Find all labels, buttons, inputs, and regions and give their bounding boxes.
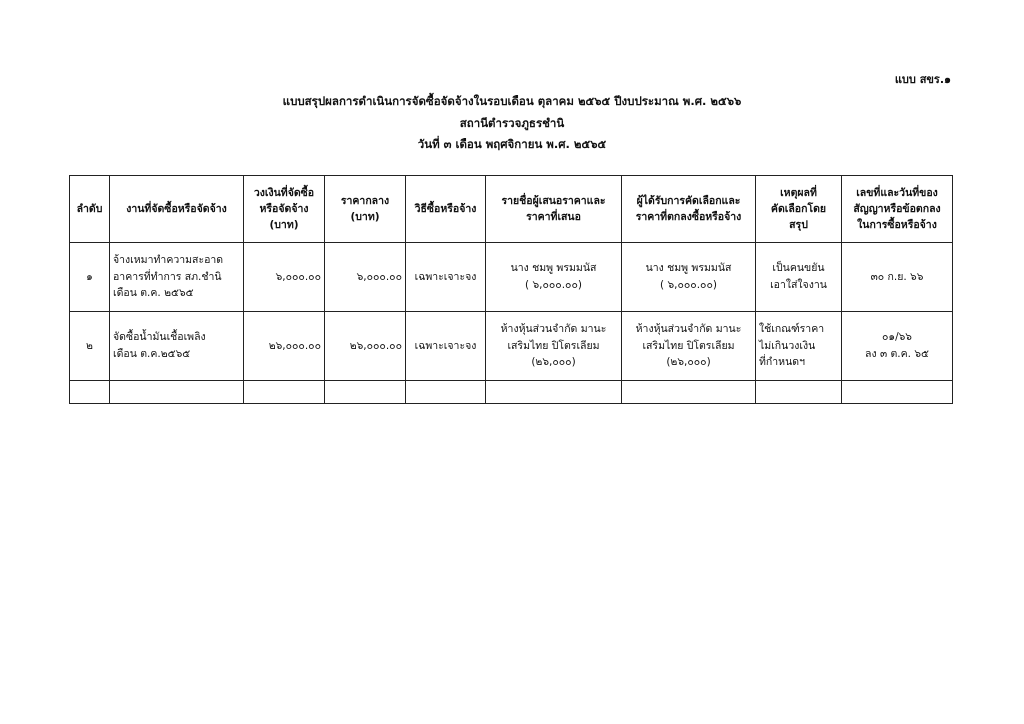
cell-job: จัดซื้อน้ำมันเชื้อเพลิง เดือน ต.ค.๒๕๖๕ <box>110 312 244 381</box>
cell-bidders: ห้างหุ้นส่วนจำกัด มานะ เสริมไทย ปิโตรเลียม (๒๖,๐๐๐) <box>486 312 622 381</box>
table-row <box>70 243 953 312</box>
cell-selected: นาง ชมพู พรมมนัส ( ๖,๐๐๐.๐๐) <box>622 243 756 312</box>
empty-cell <box>406 381 486 404</box>
header-job: งานที่จัดซื้อหรือจัดจ้าง <box>110 176 244 243</box>
cell-budget: ๒๖,๐๐๐.๐๐ <box>244 312 325 381</box>
procurement-table <box>69 175 953 404</box>
empty-cell <box>486 381 622 404</box>
report-date: วันที่ ๓ เดือน พฤศจิกายน พ.ศ. ๒๕๖๕ <box>417 137 607 151</box>
cell-method: เฉพาะเจาะจง <box>406 312 486 381</box>
form-code: แบบ สขร.๑ <box>894 73 951 86</box>
cell-bidders: นาง ชมพู พรมมนัส ( ๖,๐๐๐.๐๐) <box>486 243 622 312</box>
header-budget: วงเงินที่จัดซื้อ หรือจัดจ้าง (บาท) <box>244 176 325 243</box>
cell-median-price: ๒๖,๐๐๐.๐๐ <box>325 312 406 381</box>
table-row-empty <box>70 381 953 404</box>
cell-no: ๒ <box>70 312 110 381</box>
empty-cell <box>842 381 953 404</box>
table-row <box>70 312 953 381</box>
table-header-row <box>70 176 953 243</box>
header-bidders: รายชื่อผู้เสนอราคาและ ราคาที่เสนอ <box>486 176 622 243</box>
cell-contract: ๓๐ ก.ย. ๖๖ <box>842 243 953 312</box>
cell-reason: ใช้เกณฑ์ราคา ไม่เกินวงเงิน ที่กำหนดฯ <box>756 312 842 381</box>
header-contract: เลขที่และวันที่ของ สัญญาหรือข้อตกลง ในการซื้อหรือจ้าง <box>842 176 953 243</box>
empty-cell <box>70 381 110 404</box>
header-method: วิธีซื้อหรือจ้าง <box>406 176 486 243</box>
cell-median-price: ๖,๐๐๐.๐๐ <box>325 243 406 312</box>
header-median-price: ราคากลาง (บาท) <box>325 176 406 243</box>
cell-job: จ้างเหมาทำความสะอาด อาคารที่ทำการ สภ.ชำนิ เดือน ต.ค. ๒๕๖๕ <box>110 243 244 312</box>
cell-contract: ๐๑/๖๖ ลง ๓ ต.ค. ๖๕ <box>842 312 953 381</box>
cell-no: ๑ <box>70 243 110 312</box>
empty-cell <box>110 381 244 404</box>
cell-budget: ๖,๐๐๐.๐๐ <box>244 243 325 312</box>
page-title: แบบสรุปผลการดำเนินการจัดซื้อจัดจ้างในรอบเดือน ตุลาคม ๒๕๖๕ ปีงบประมาณ พ.ศ. ๒๕๖๖ <box>282 94 742 108</box>
cell-reason: เป็นคนขยัน เอาใส่ใจงาน <box>756 243 842 312</box>
agency-name: สถานีตำรวจภูธรชำนิ <box>459 116 565 130</box>
empty-cell <box>756 381 842 404</box>
empty-cell <box>622 381 756 404</box>
header-reason: เหตุผลที่ คัดเลือกโดย สรุป <box>756 176 842 243</box>
cell-method: เฉพาะเจาะจง <box>406 243 486 312</box>
empty-cell <box>325 381 406 404</box>
empty-cell <box>244 381 325 404</box>
header-selected: ผู้ได้รับการคัดเลือกและ ราคาที่ตกลงซื้อหรือจ้าง <box>622 176 756 243</box>
header-no: ลำดับ <box>70 176 110 243</box>
cell-selected: ห้างหุ้นส่วนจำกัด มานะ เสริมไทย ปิโตรเลียม (๒๖,๐๐๐) <box>622 312 756 381</box>
